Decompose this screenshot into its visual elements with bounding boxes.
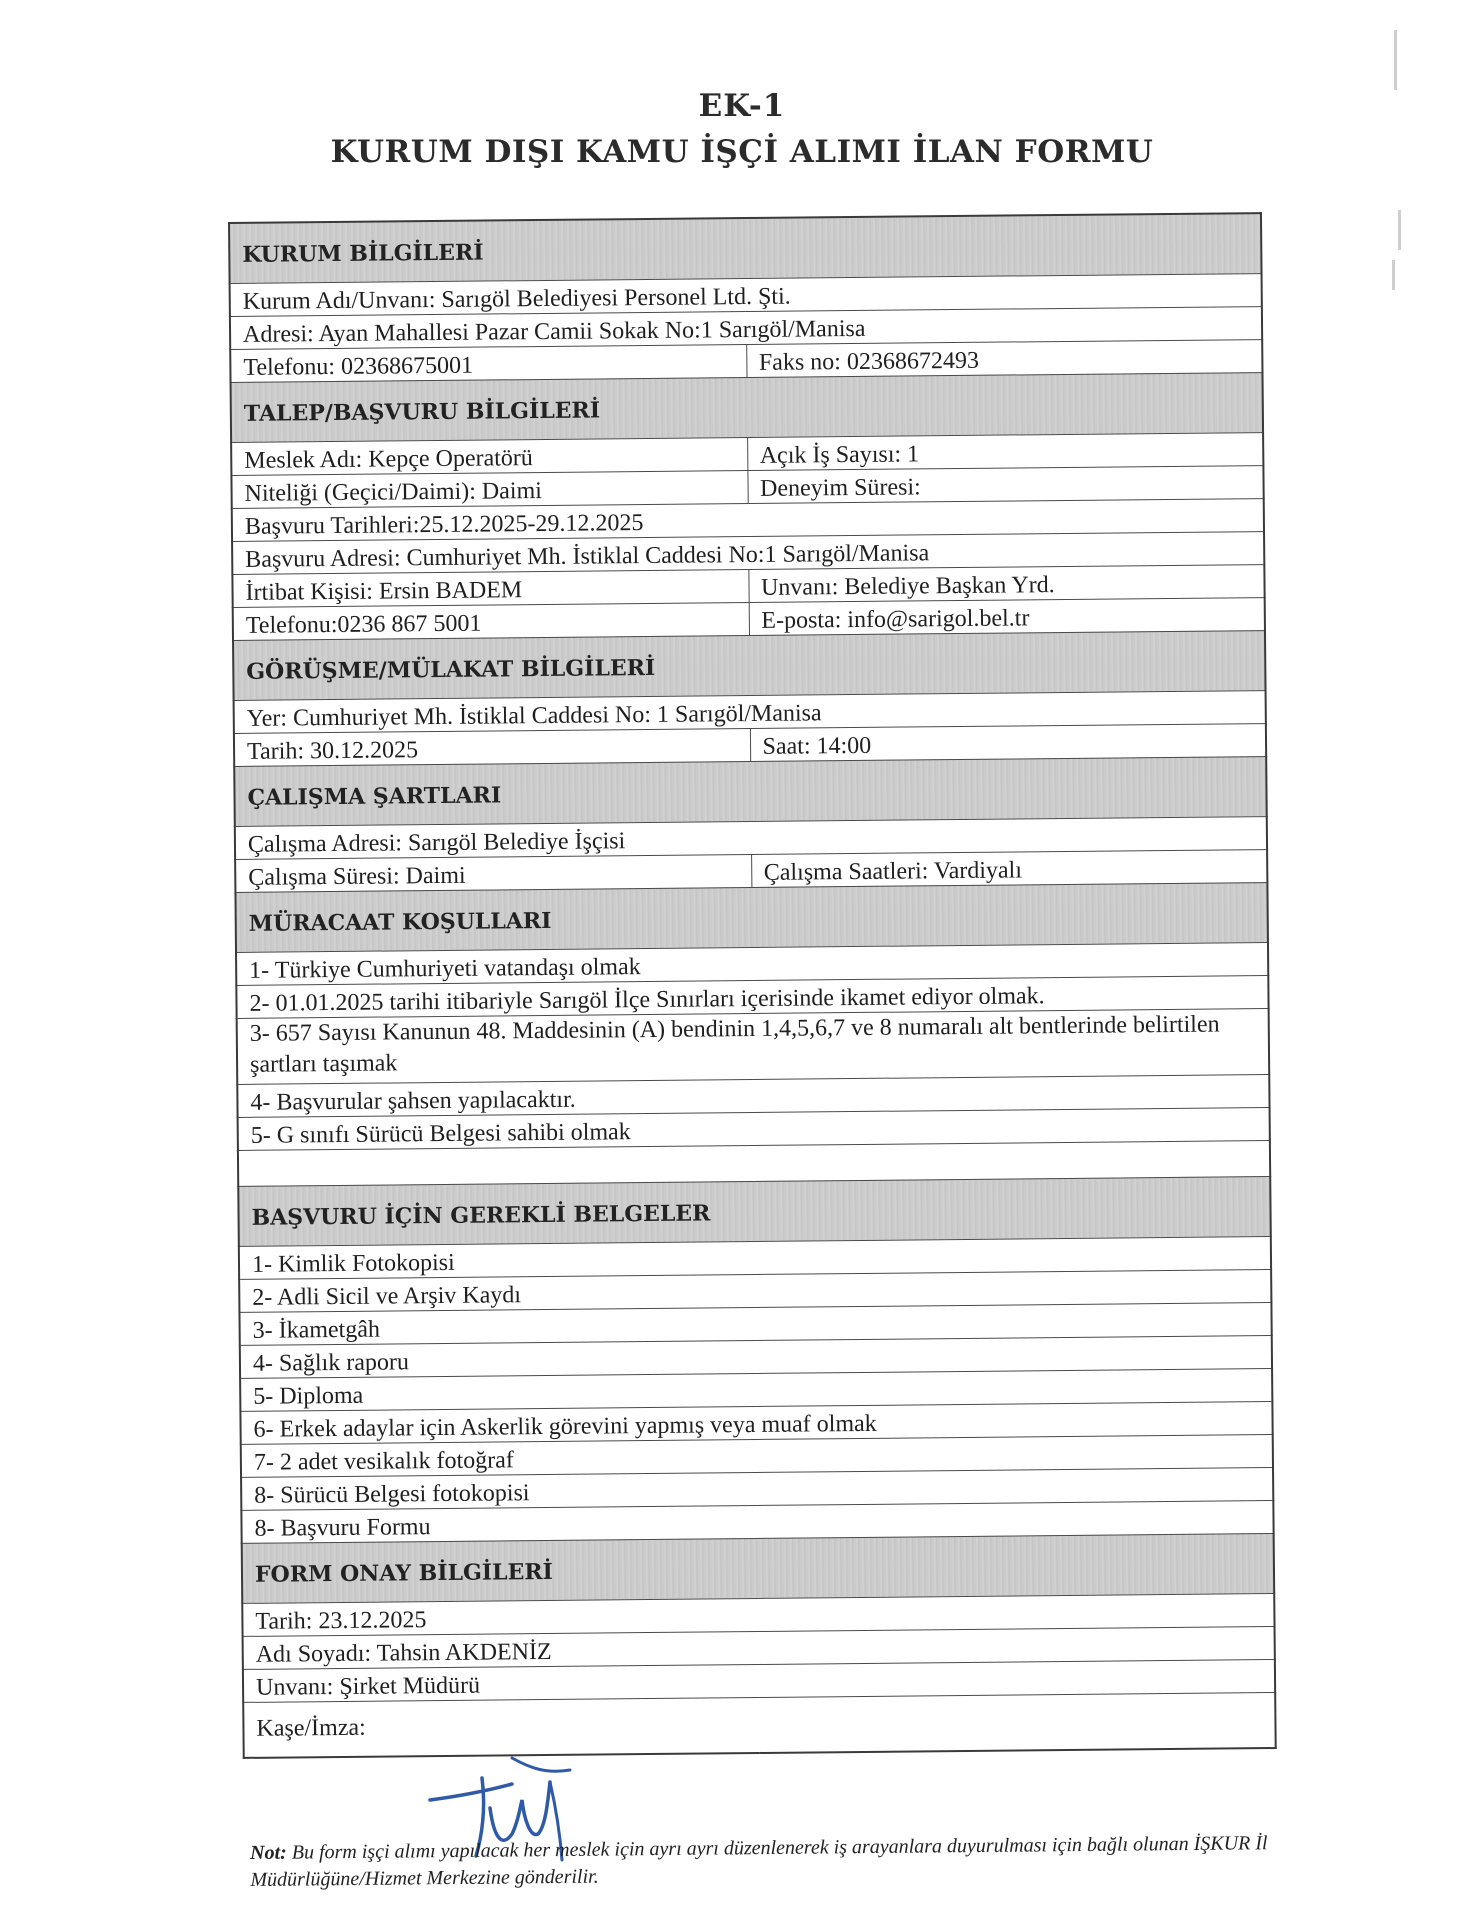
open-jobs-field: Açık İş Sayısı: 1 [747,432,1263,470]
document-item: 2- Adli Sicil ve Arşiv Kaydı [239,1269,1271,1312]
application-dates-field: Başvuru Tarihleri:25.12.2025-29.12.2025 [232,498,1264,541]
section-title: KURUM BİLGİLERİ [229,213,1262,283]
section-title: MÜRACAAT KOŞULLARI [235,882,1268,952]
document-item: 7- 2 adet vesikalık fotoğraf [241,1434,1273,1477]
interview-time-field: Saat: 14:00 [750,723,1266,761]
contact-email-field: E-posta: info@sarigol.bel.tr [749,597,1265,635]
section-title: GÖRÜŞME/MÜLAKAT BİLGİLERİ [233,630,1266,700]
job-type-field: Niteliği (Geçici/Daimi): Daimi [231,470,747,508]
section-title: FORM ONAY BİLGİLERİ [242,1533,1275,1603]
section-title: BAŞVURU İÇİN GEREKLİ BELGELER [238,1176,1271,1246]
annex-code: EK-1 [698,88,786,124]
approver-title-field: Unvanı: Şirket Müdürü [243,1659,1275,1702]
interview-place-field: Yer: Cumhuriyet Mh. İstiklal Caddesi No: 1 Sarıgöl/Manisa [234,690,1266,733]
form-title: KURUM DIŞI KAMU İŞÇİ ALIMI İLAN FORMU [330,134,1154,170]
work-duration-field: Çalışma Süresi: Daimi [235,854,751,892]
kurum-address-field: Adresi: Ayan Mahallesi Pazar Camii Sokak No:1 Sarıgöl/Manisa [230,306,1262,349]
requirement-item: 3- 657 Sayısı Kanunun 48. Maddesinin (A) bendinin 1,4,5,6,7 ve 8 numaralı alt bentlerinde belirtilen şartları taşımak [237,1008,1270,1084]
section-header-onay [242,1533,1275,1603]
section-title: TALEP/BAŞVURU BİLGİLERİ [231,372,1264,442]
requirement-item: 4- Başvurular şahsen yapılacaktır. [237,1074,1269,1117]
requirement-item: 1- Türkiye Cumhuriyeti vatandaşı olmak [236,942,1268,985]
section-header-talep [231,372,1264,442]
kurum-name-field: Kurum Adı/Unvanı: Sarıgöl Belediyesi Personel Ltd. Şti. [230,273,1262,316]
note-label: Not: [250,1841,287,1864]
announcement-form [228,212,1277,1759]
form-table [228,212,1277,1759]
section-title: ÇALIŞMA ŞARTLARI [234,756,1267,826]
section-header-belgeler [238,1176,1271,1246]
work-hours-field: Çalışma Saatleri: Vardiyalı [751,849,1267,887]
footer-note [250,1830,1300,1894]
section-header-kurum [229,213,1262,283]
stamp-signature-field: Kaşe/İmza: [243,1692,1275,1758]
work-address-field: Çalışma Adresi: Sarıgöl Belediye İşçisi [235,816,1267,859]
list-item [237,1008,1270,1084]
note-text: Bu form işçi alımı yapılacak her meslek için ayrı ayrı düzenlenerek iş arayanlara duyurulması için bağlı olunan İŞKUR İl Müdürlüğüne/Hizmet Merkezine gönderilir. [250,1832,1268,1891]
kurum-fax-field: Faks no: 02368672493 [746,339,1262,377]
scan-edge-marks [1390,20,1410,320]
document-item: 8- Sürücü Belgesi fotokopisi [241,1467,1273,1510]
document-item: 6- Erkek adaylar için Askerlik görevini yapmış veya muaf olmak [240,1401,1272,1444]
document-item: 4- Sağlık raporu [240,1335,1272,1378]
approval-date-field: Tarih: 23.12.2025 [242,1593,1274,1636]
document-item: 1- Kimlik Fotokopisi [239,1236,1271,1279]
requirement-item: 5- G sınıfı Sürücü Belgesi sahibi olmak [238,1107,1270,1150]
interview-date-field: Tarih: 30.12.2025 [234,728,750,766]
application-address-field: Başvuru Adresi: Cumhuriyet Mh. İstiklal Caddesi No:1 Sarıgöl/Manisa [232,531,1264,574]
requirement-item: 2- 01.01.2025 tarihi itibariyle Sarıgöl İlçe Sınırları içerisinde ikamet ediyor olmak. [236,975,1268,1018]
section-header-muracaat [235,882,1268,952]
document-item: 5- Diploma [240,1368,1272,1411]
experience-field: Deneyim Süresi: [747,465,1263,503]
contact-phone-field: Telefonu:0236 867 5001 [233,602,749,640]
document-item: 3- İkametgâh [239,1302,1271,1345]
occupation-field: Meslek Adı: Kepçe Operatörü [231,437,747,475]
document-item: 8- Başvuru Formu [241,1500,1273,1543]
kurum-phone-field: Telefonu: 02368675001 [230,344,746,382]
section-header-gorusme [233,630,1266,700]
approver-name-field: Adı Soyadı: Tahsin AKDENİZ [243,1626,1275,1669]
contact-person-field: İrtibat Kişisi: Ersin BADEM [232,569,748,607]
contact-title-field: Unvanı: Belediye Başkan Yrd. [748,564,1264,602]
form-row [243,1692,1275,1758]
document-title-block [0,88,1484,170]
section-header-calisma [234,756,1267,826]
